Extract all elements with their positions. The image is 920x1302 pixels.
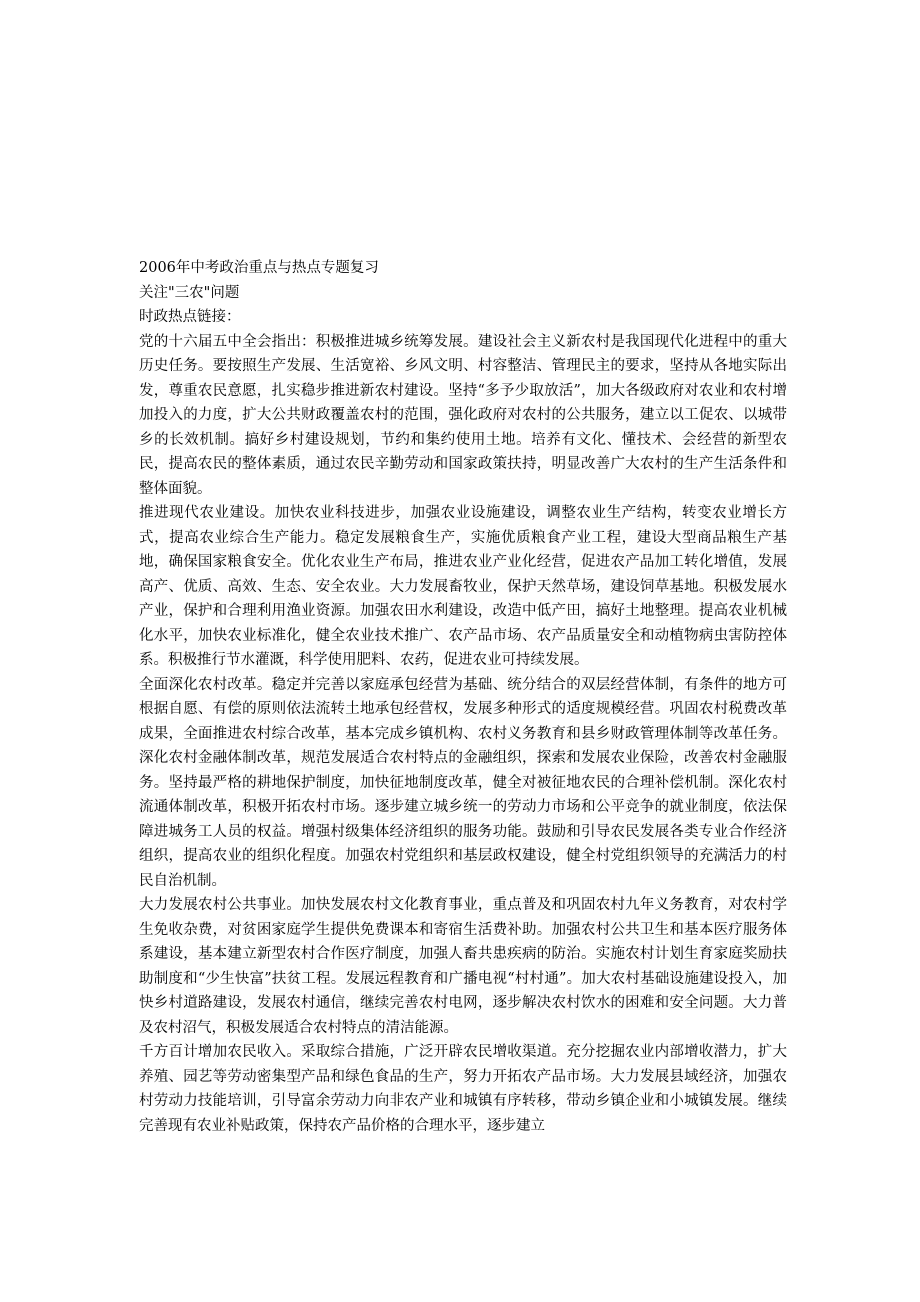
paragraph-modern-agriculture: 推进现代农业建设。加快农业科技进步，加强农业设施建设，调整农业生产结构，转变农业增长方式，提高农业综合生产能力。稳定发展粮食生产，实施优质粮食产业工程，建设大型商品粮生产基地，确保国家粮食安全。优化农业生产布局，推进农业产业化经营，促进农产品加工转化增值，发展高产、优质、高效、生态、安全农业。大力发展畜牧业，保护天然草场，建设饲草基地。积极发展水产业，保护和合理利用渔业资源。加强农田水利建设，改造中低产田，搞好土地整理。提高农业机械化水平，加快农业标准化，健全农业技术推广、农产品市场、农产品质量安全和动植物病虫害防控体系。积极推行节水灌溉，科学使用肥料、农药，促进农业可持续发展。 bbox=[139, 505, 787, 668]
document-body bbox=[139, 256, 787, 1138]
paragraph-rural-reform: 全面深化农村改革。稳定并完善以家庭承包经营为基础、统分结合的双层经营体制，有条件的地方可根据自愿、有偿的原则依法流转土地承包经营权，发展多种形式的适度规模经营。巩固农村税费改革成果，全面推进农村综合改革，基本完成乡镇机构、农村义务教育和县乡财政管理体制等改革任务。深化农村金融体制改革，规范发展适合农村特点的金融组织，探索和发展农业保险，改善农村金融服务。坚持最严格的耕地保护制度，加快征地制度改革，健全对被征地农民的合理补偿机制。深化农村流通体制改革，积极开拓农村市场。逐步建立城乡统一的劳动力市场和公平竞争的就业制度，依法保障进城务工人员的权益。增强村级集体经济组织的服务功能。鼓励和引导农民发展各类专业合作经济组织，提高农业的组织化程度。加强农村党组织和基层政权建设，健全村党组织领导的充满活力的村民自治机制。 bbox=[139, 676, 787, 889]
document-subtitle: 关注"三农"问题 bbox=[139, 284, 240, 301]
document-title: 2006年中考政治重点与热点专题复习 bbox=[139, 260, 379, 276]
paragraph-overview: 党的十六届五中全会指出：积极推进城乡统筹发展。建设社会主义新农村是我国现代化进程中的重大历史任务。要按照生产发展、生活宽裕、乡风文明、村容整洁、管理民主的要求，坚持从各地实际出发，尊重农民意愿，扎实稳步推进新农村建设。坚持“多予少取放活”，加大各级政府对农业和农村增加投入的力度，扩大公共财政覆盖农村的范围，强化政府对农村的公共服务，建立以工促农、以城带乡的长效机制。搞好乡村建设规划，节约和集约使用土地。培养有文化、懂技术、会经营的新型农民，提高农民的整体素质，通过农民辛勤劳动和国家政策扶持，明显改善广大农村的生产生活条件和整体面貌。 bbox=[139, 333, 787, 497]
paragraph-farmer-income: 千方百计增加农民收入。采取综合措施，广泛开辟农民增收渠道。充分挖掘农业内部增收潜力，扩大养殖、园艺等劳动密集型产品和绿色食品的生产，努力开拓农产品市场。大力发展县域经济，加强农村劳动力技能培训，引导富余劳动力向非农产业和城镇有序转移，带动乡镇企业和小城镇发展。继续完善现有农业补贴政策，保持农产品价格的合理水平，逐步建立 bbox=[139, 1044, 787, 1134]
paragraph-public-affairs: 大力发展农村公共事业。加快发展农村文化教育事业，重点普及和巩固农村九年义务教育，对农村学生免收杂费，对贫困家庭学生提供免费课本和寄宿生活费补助。加强农村公共卫生和基本医疗服务体系建设，基本建立新型农村合作医疗制度，加强人畜共患疾病的防治。实施农村计划生育家庭奖励扶助制度和“少生快富”扶贫工程。发展远程教育和广播电视“村村通”。加大农村基础设施建设投入，加快乡村道路建设，发展农村通信，继续完善农村电网，逐步解决农村饮水的困难和安全问题。大力普及农村沼气，积极发展适合农村特点的清洁能源。 bbox=[139, 897, 787, 1036]
section-label: 时政热点链接： bbox=[139, 309, 241, 325]
